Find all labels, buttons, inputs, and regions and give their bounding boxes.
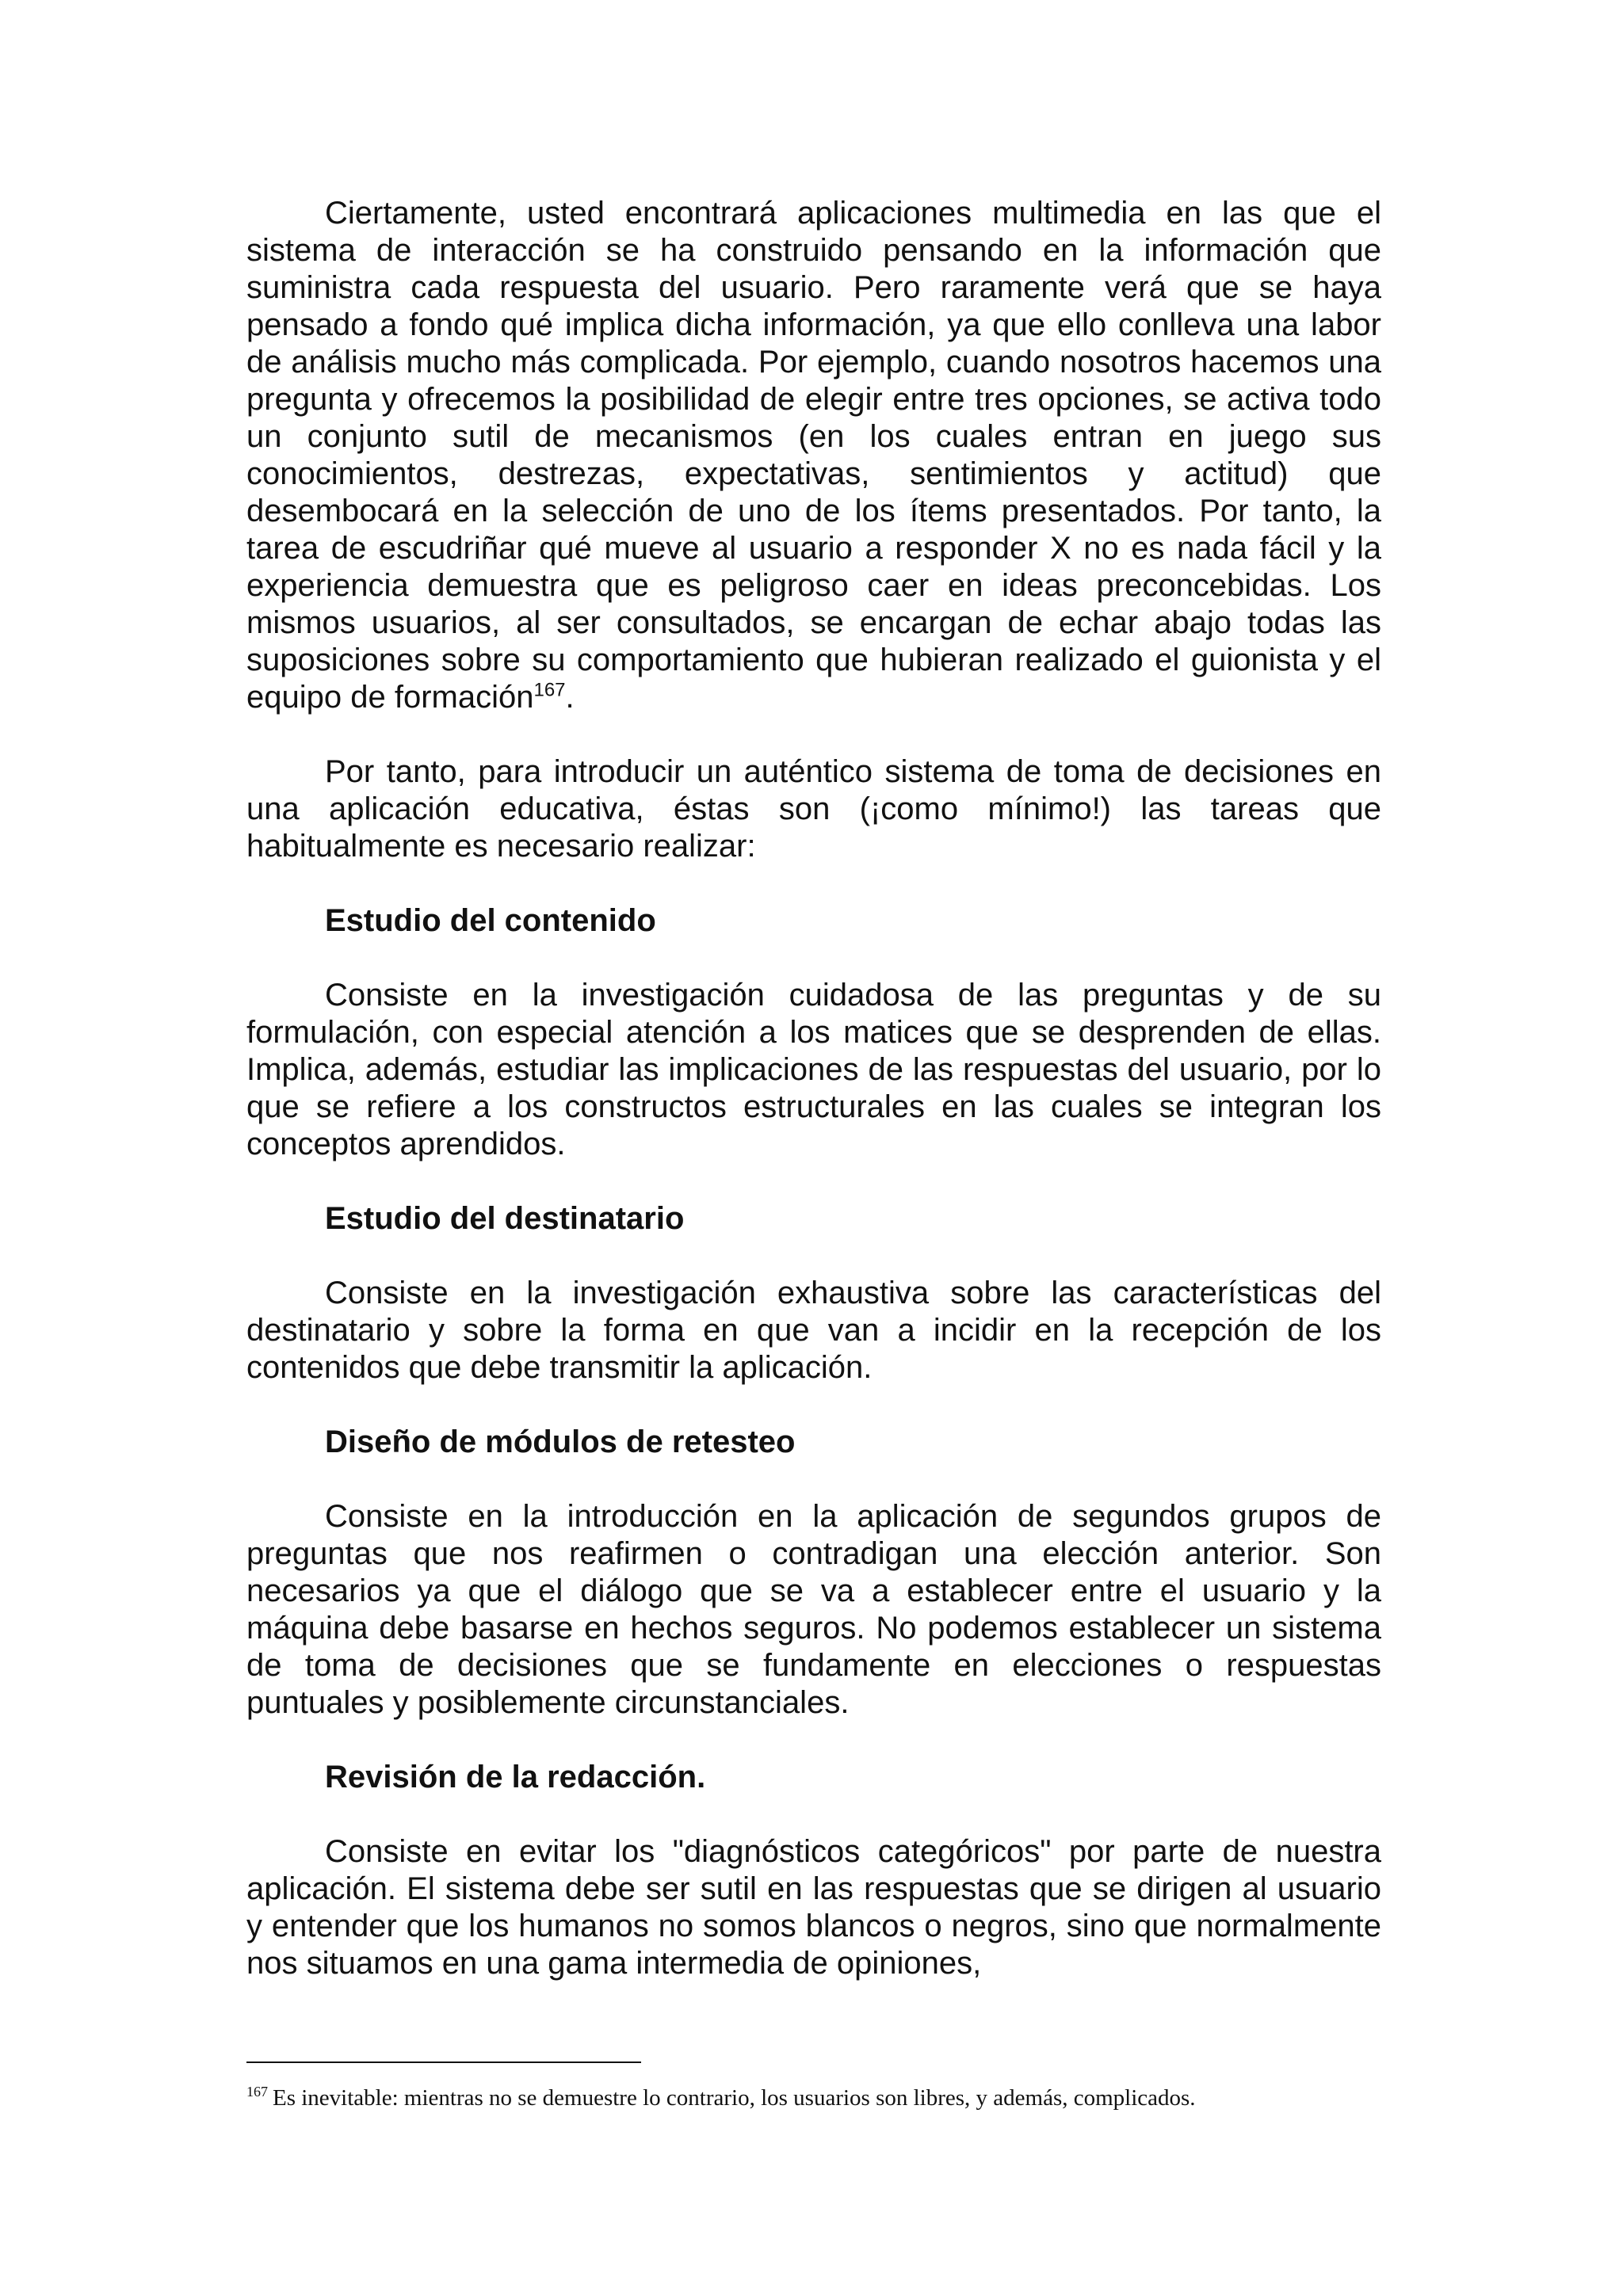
paragraph-text: Ciertamente, usted encontrará aplicaciones multimedia en las que el sistema de interacción se ha construido pensando en la información que suministra cada respuesta del usuario. Pero raramente verá que se haya pensado a fondo qué implica dicha información, ya que ello conlleva una labor de análisis mucho más complicada. Por ejemplo, cuando nosotros hacemos una pregunta y ofrecemos la posibilidad de elegir entre tres opciones, se activa todo un conjunto sutil de mecanismos (en los cuales entran en juego sus conocimientos, destrezas, expectativas, sentimientos y actitud) que desembocará en la selección de uno de los ítems presentados. Por tanto, la tarea de escudriñar qué mueve al usuario a responder X no es nada fácil y la experiencia demuestra que es peligroso caer en ideas preconcebidas. Los mismos usuarios, al ser consultados, se encargan de echar abajo todas las suposiciones sobre su comportamiento que hubieran realizado el guionista y el equipo de formación bbox=[246, 196, 1381, 715]
footnote-text: Es inevitable: mientras no se demuestre lo contrario, los usuarios son libres, y además, complicados. bbox=[273, 2085, 1196, 2111]
footnote bbox=[246, 2084, 1381, 2112]
body-text bbox=[246, 195, 1381, 2019]
paragraph-end: . bbox=[565, 680, 575, 715]
paragraph bbox=[246, 195, 1381, 716]
paragraph: Consiste en la investigación cuidadosa de las preguntas y de su formulación, con especial atención a los matices que se desprenden de ellas. Implica, además, estudiar las implicaciones de las respuestas del usuario, por lo que se refiere a los constructos estructurales en las cuales se integran los conceptos aprendidos. bbox=[246, 978, 1381, 1161]
paragraph: Por tanto, para introducir un auténtico sistema de toma de decisiones en una aplicación educativa, éstas son (¡como mínimo!) las tareas que habitualmente es necesario realizar: bbox=[246, 754, 1381, 864]
footnote-reference: 167 bbox=[533, 679, 566, 701]
section-heading: Diseño de módulos de retesteo bbox=[325, 1425, 796, 1459]
section-heading: Revisión de la redacción. bbox=[325, 1760, 706, 1794]
section-heading: Estudio del destinatario bbox=[325, 1201, 685, 1236]
footnote-number: 167 bbox=[246, 2084, 268, 2100]
footnote-divider bbox=[246, 2061, 641, 2063]
paragraph: Consiste en evitar los "diagnósticos categóricos" por parte de nuestra aplicación. El sistema debe ser sutil en las respuestas que se dirigen al usuario y entender que los humanos no somos blancos o negros, sino que normalmente nos situamos en una gama intermedia de opiniones, bbox=[246, 1834, 1381, 1981]
section-heading: Estudio del contenido bbox=[325, 903, 656, 938]
paragraph: Consiste en la investigación exhaustiva sobre las características del destinatario y sobre la forma en que van a incidir en la recepción de los contenidos que debe transmitir la aplicación. bbox=[246, 1276, 1381, 1385]
paragraph: Consiste en la introducción en la aplicación de segundos grupos de preguntas que nos reafirmen o contradigan una elección anterior. Son necesarios ya que el diálogo que se va a establecer entre el usuario y la máquina debe basarse en hechos seguros. No podemos establecer un sistema de toma de decisiones que se fundamente en elecciones o respuestas puntuales y posiblemente circunstanciales. bbox=[246, 1499, 1381, 1720]
